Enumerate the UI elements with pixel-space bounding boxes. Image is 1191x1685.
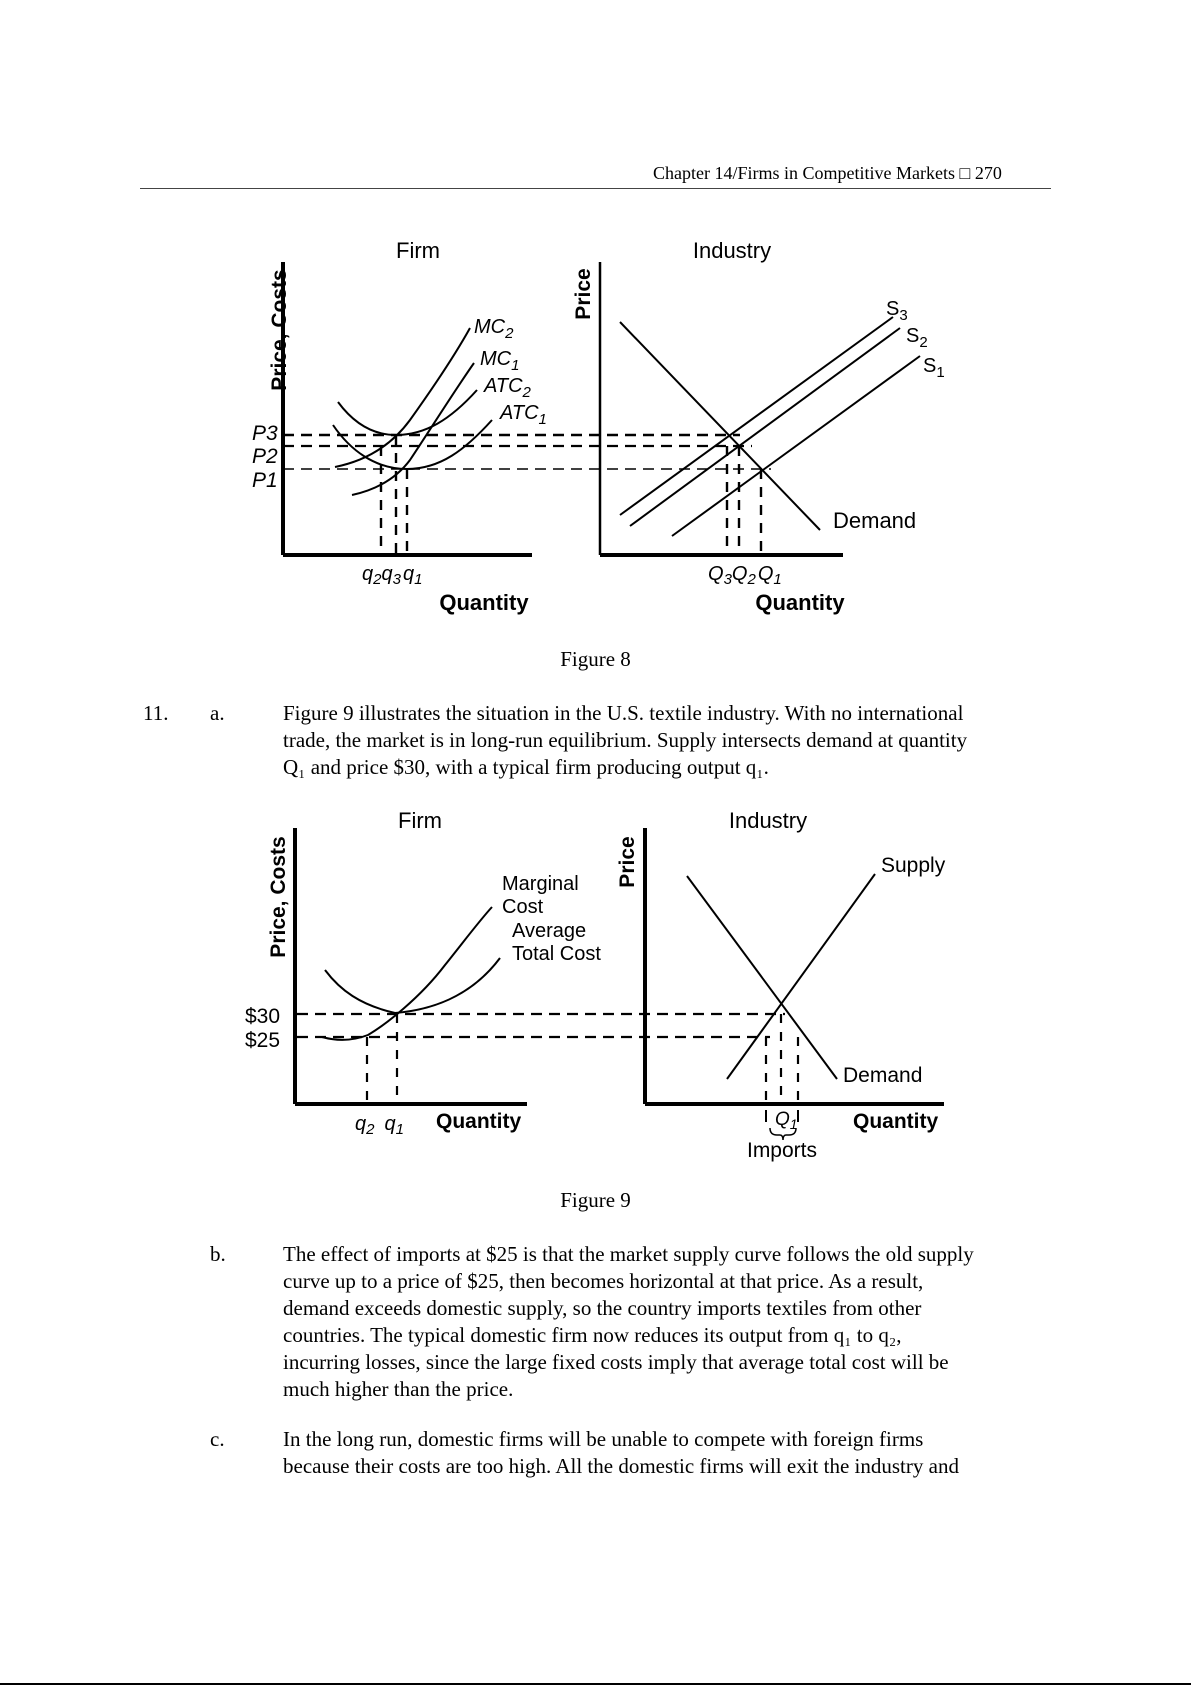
running-head: Chapter 14/Firms in Competitive Markets □ 270: [653, 163, 1002, 183]
figure-9-caption: Figure 9: [560, 1188, 631, 1212]
para-a-line-2: trade, the market is in long-run equilibrium. Supply intersects demand at quantity: [283, 728, 968, 752]
fig9-mc-label-1: Marginal: [502, 873, 579, 895]
para-b-line-6: much higher than the price.: [283, 1377, 514, 1401]
fig9-industry-xlabel: Quantity: [853, 1110, 939, 1133]
fig9-atc-label-2: Total Cost: [512, 943, 601, 965]
fig9-mc-curve: [322, 907, 492, 1040]
para-b-line-3: demand exceeds domestic supply, so the country imports textiles from other: [283, 1296, 922, 1320]
fig8-firm-ylabel: Price, Costs: [268, 269, 291, 391]
fig8-industry-ylabel: Price: [572, 268, 595, 320]
fig9-demand-curve: [687, 876, 837, 1079]
figure-8-caption: Figure 8: [560, 647, 631, 671]
fig8-mc1-label: $MC_1$: [480, 348, 520, 374]
fig8-s3-curve: [620, 317, 893, 515]
fig8-industry-xlabel: Quantity: [755, 590, 845, 615]
fig9-atc-curve: [325, 958, 500, 1013]
part-letter-b: b.: [210, 1242, 226, 1266]
fig8-p1-label: P1: [252, 469, 278, 492]
fig8-Q-labels: $Q_3Q_2$ $Q_1$: [708, 563, 782, 588]
part-letter-c: c.: [210, 1427, 225, 1451]
fig9-supply-curve: [727, 874, 875, 1079]
fig9-industry-title: Industry: [728, 808, 808, 833]
fig8-demand-label: Demand: [833, 508, 917, 533]
fig8-demand-curve: [620, 322, 820, 530]
para-b-line-1: The effect of imports at $25 is that the market supply curve follows the old supply: [283, 1242, 974, 1266]
fig8-atc2-label: $ATC_2$: [484, 375, 531, 401]
fig9-30-label: $30: [245, 1005, 281, 1028]
fig8-industry-title: Industry: [692, 238, 772, 263]
fig8-s2-curve: [630, 328, 900, 526]
fig8-quantity-labels: $q_2q_3$ $q_1$: [362, 563, 423, 588]
fig9-atc-label-1: Average: [512, 920, 587, 942]
para-a-line-1: Figure 9 illustrates the situation in the U.S. textile industry. With no international: [283, 701, 964, 725]
fig8-atc2-curve: [338, 390, 477, 435]
fig9-demand-label: Demand: [843, 1064, 923, 1087]
figure-8: [0, 220, 1191, 615]
para-a-line-3: Q₁ and price $30, with a typical firm producing output q₁.: [283, 755, 769, 779]
figure-8-chart: [0, 220, 1191, 615]
header-rule: [140, 188, 1051, 189]
fig9-industry-ylabel: Price: [616, 836, 639, 888]
fig8-s1-label: $S_1$: [923, 355, 945, 381]
question-11-part-b: [143, 1241, 1063, 1406]
fig9-firm-title: Firm: [398, 808, 442, 833]
figure-9-chart: [0, 800, 1191, 1180]
para-b-line-5: incurring losses, since the large fixed costs imply that average total cost will be: [283, 1350, 949, 1374]
para-b-line-4: countries. The typical domestic firm now reduces its output from q₁ to q₂,: [283, 1323, 902, 1347]
para-c-line-1: In the long run, domestic firms will be unable to compete with foreign firms: [283, 1427, 924, 1451]
fig8-firm-title: Firm: [396, 238, 440, 263]
fig9-mc-label-2: Cost: [502, 896, 544, 918]
fig8-s2-label: $S_2$: [906, 325, 928, 351]
fig9-imports-label: Imports: [746, 1139, 818, 1162]
fig9-25-label: $25: [245, 1029, 281, 1052]
fig9-supply-label: Supply: [881, 854, 946, 877]
fig8-p3-label: P3: [252, 422, 278, 445]
para-c-line-2: because their costs are too high. All the domestic firms will exit the industry and: [283, 1454, 959, 1478]
fig8-p2-label: P2: [252, 445, 278, 468]
fig9-firm-ylabel: Price, Costs: [267, 836, 290, 958]
question-11-part-c: [143, 1426, 1063, 1486]
para-b-line-2: curve up to a price of $25, then becomes horizontal at that price. As a result,: [283, 1269, 924, 1293]
fig8-atc1-label: $ATC_1$: [500, 402, 547, 428]
part-letter-a: a.: [210, 701, 225, 725]
question-11-part-a: [143, 700, 1063, 790]
fig8-mc2-label: $MC_2$: [474, 316, 514, 342]
fig9-q-labels: $q_2$ $q_1$: [355, 1113, 404, 1138]
fig8-s3-label: $S_3$: [886, 298, 908, 324]
figure-9: [0, 800, 1191, 1180]
question-number: 11.: [143, 701, 169, 725]
fig9-firm-xlabel: Quantity: [436, 1110, 522, 1133]
fig9-Q1-label: $Q_1$: [775, 1109, 798, 1132]
fig8-firm-xlabel: Quantity: [439, 590, 529, 615]
